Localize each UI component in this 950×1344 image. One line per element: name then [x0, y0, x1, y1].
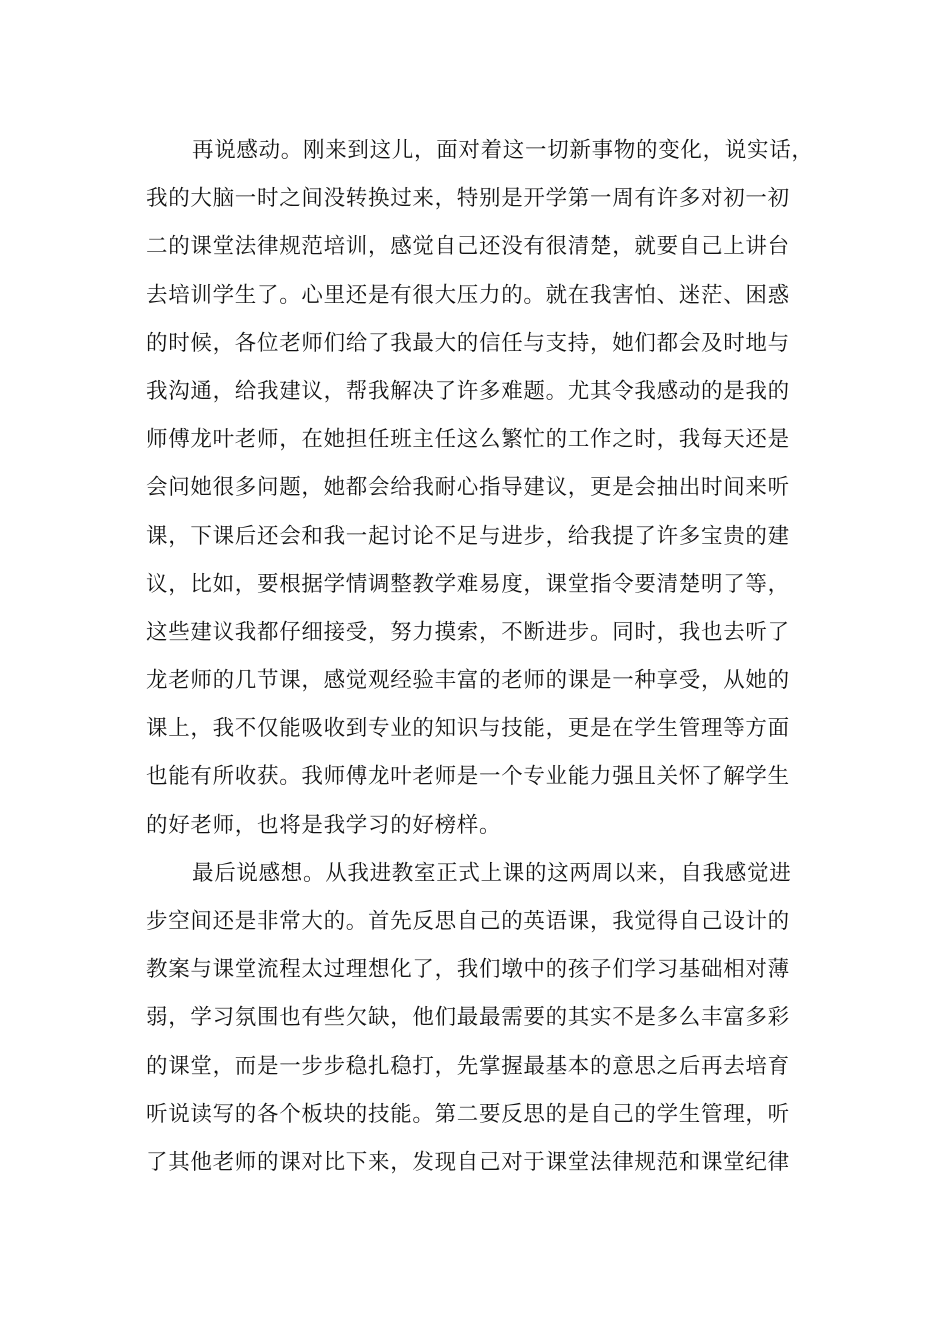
paragraph-line: 步空间还是非常大的。首先反思自己的英语课，我觉得自己设计的 [146, 909, 790, 934]
paragraph-line: 我沟通，给我建议，帮我解决了许多难题。尤其令我感动的是我的 [146, 378, 790, 404]
paragraph-line: 了其他老师的课对比下来，发现自己对于课堂法律规范和课堂纪律 [146, 1149, 790, 1175]
paragraph-line: 龙老师的几节课，感觉观经验丰富的老师的课是一种享受，从她的 [146, 668, 790, 694]
paragraph-line: 听说读写的各个板块的技能。第二要反思的是自己的学生管理，听 [146, 1101, 790, 1127]
paragraph-line: 再说感动。刚来到这儿，面对着这一切新事物的变化，说实话， [192, 138, 814, 163]
paragraph-line: 的课堂，而是一步步稳扎稳打，先掌握最基本的意思之后再去培育 [146, 1053, 790, 1079]
paragraph-line: 议，比如，要根据学情调整教学难易度，课堂指令要清楚明了等， [146, 571, 790, 597]
paragraph-line: 课上，我不仅能吸收到专业的知识与技能，更是在学生管理等方面 [146, 716, 790, 742]
paragraph-line: 这些建议我都仔细接受，努力摸索，不断进步。同时，我也去听了 [146, 619, 790, 645]
paragraph-line: 课，下课后还会和我一起讨论不足与进步，给我提了许多宝贵的建 [146, 523, 790, 549]
paragraph-line: 去培训学生了。心里还是有很大压力的。就在我害怕、迷茫、困惑 [146, 282, 790, 308]
paragraph-line: 会问她很多问题，她都会给我耐心指导建议，更是会抽出时间来听 [146, 475, 790, 501]
paragraph-line: 二的课堂法律规范培训，感觉自己还没有很清楚，就要自己上讲台 [146, 234, 790, 260]
paragraph-line: 弱，学习氛围也有些欠缺，他们最最需要的其实不是多么丰富多彩 [146, 1005, 790, 1031]
paragraph-line: 的时候，各位老师们给了我最大的信任与支持，她们都会及时地与 [146, 330, 790, 356]
paragraph-line: 最后说感想。从我进教室正式上课的这两周以来，自我感觉进 [192, 860, 792, 886]
paragraph-line: 的好老师，也将是我学习的好榜样。 [146, 812, 502, 838]
paragraph-line: 我的大脑一时之间没转换过来，特别是开学第一周有许多对初一初 [146, 186, 790, 212]
paragraph-line: 也能有所收获。我师傅龙叶老师是一个专业能力强且关怀了解学生 [146, 764, 790, 790]
paragraph-line: 教案与课堂流程太过理想化了，我们墩中的孩子们学习基础相对薄 [146, 957, 790, 983]
paragraph-line: 师傅龙叶老师，在她担任班主任这么繁忙的工作之时，我每天还是 [146, 427, 790, 453]
body-text [146, 127, 826, 1187]
